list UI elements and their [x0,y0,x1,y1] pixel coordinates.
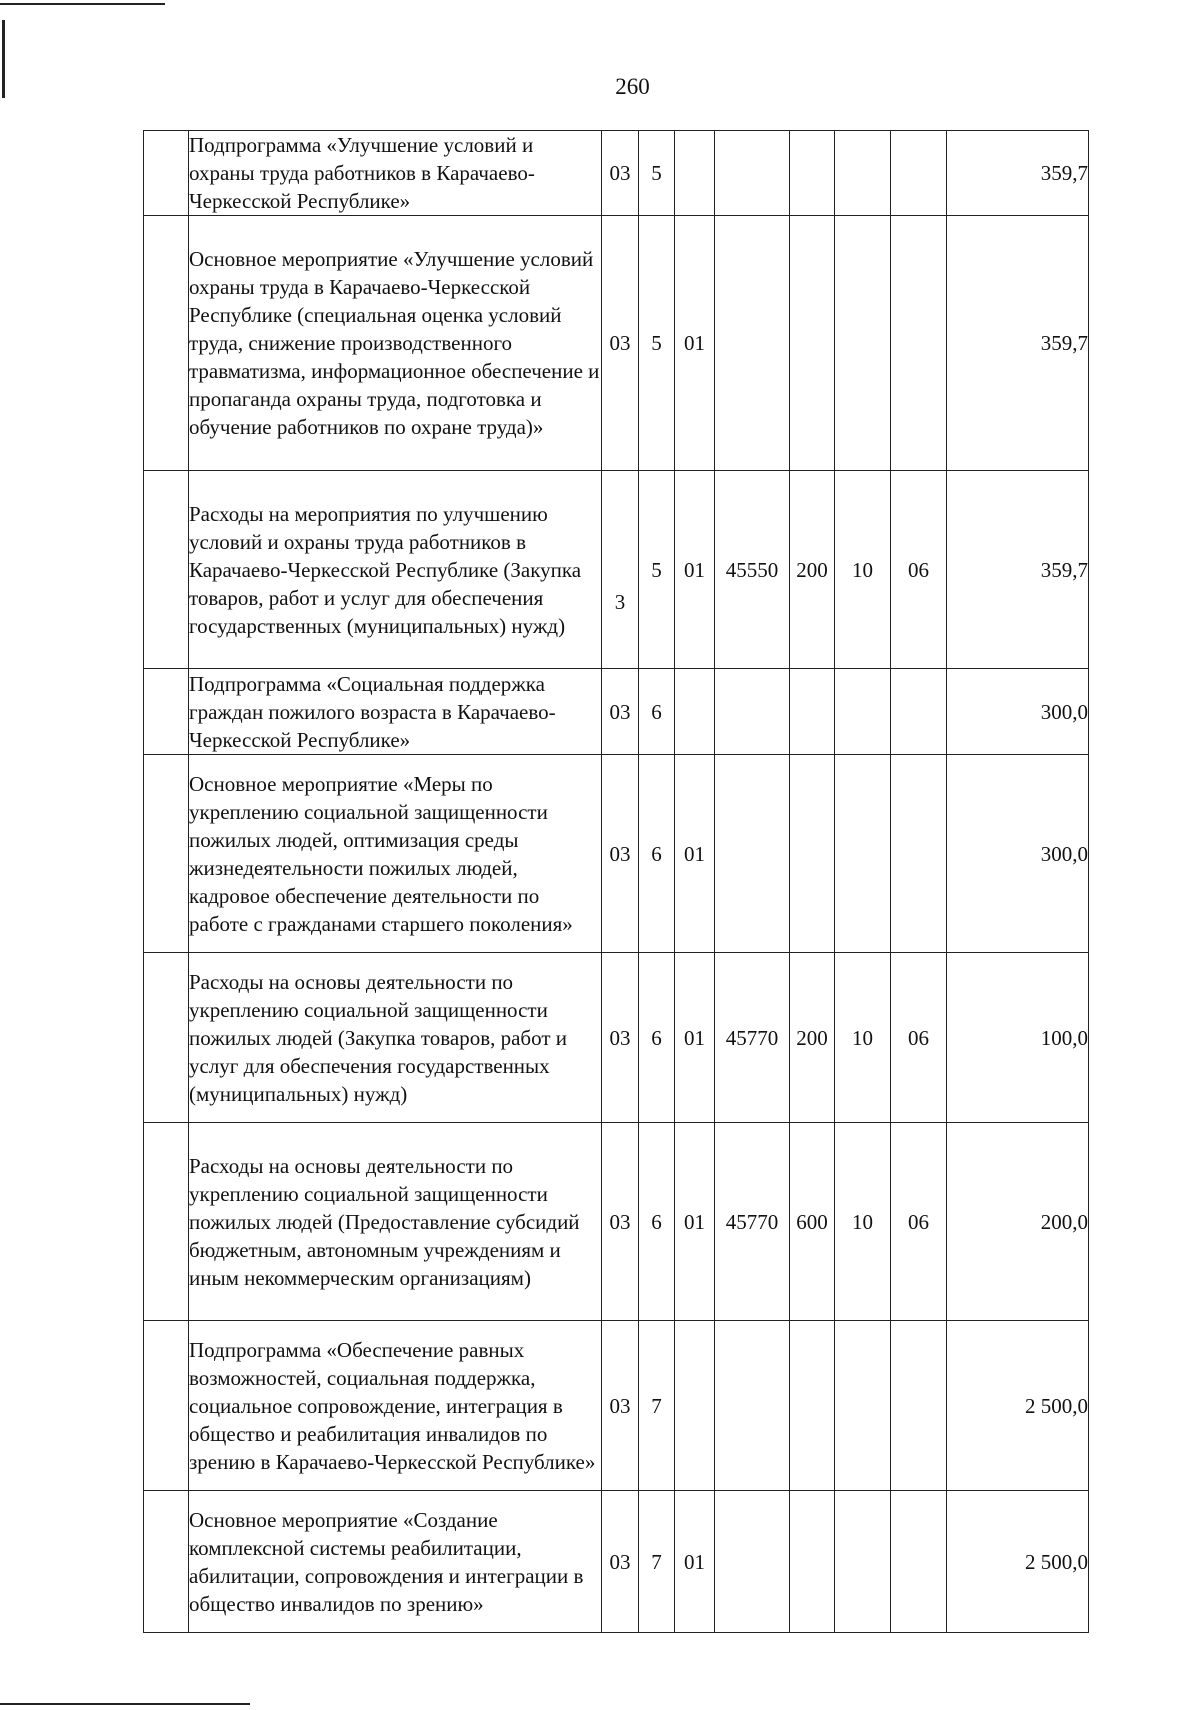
code-cell: 10 [835,471,891,669]
blank-cell [144,953,189,1123]
row-name: Расходы на основы деятельности по укреплению социальной защищенности пожилых людей (Предоставление субсидий бюджетным, автономным учреждениям и иным некоммерческим организациям) [189,1123,602,1321]
row-name: Расходы на основы деятельности по укреплению социальной защищенности пожилых людей (Закупка товаров, работ и услуг для обеспечения государственных (муниципальных) нужд) [189,953,602,1123]
sum-cell: 359,7 [947,216,1089,471]
code-cell [891,131,947,216]
code-cell: 7 [639,1491,675,1633]
code-cell [891,1491,947,1633]
blank-cell [144,1491,189,1633]
code-cell [715,1321,790,1491]
sum-cell: 300,0 [947,669,1089,755]
table-row [144,953,1089,1123]
table-row [144,669,1089,755]
code-cell [835,216,891,471]
code-cell: 6 [639,669,675,755]
code-cell: 03 [602,1321,639,1491]
code-cell [675,131,715,216]
code-cell: 45550 [715,471,790,669]
code-cell: 06 [891,471,947,669]
sum-cell: 359,7 [947,471,1089,669]
code-cell [891,216,947,471]
code-cell: 6 [639,953,675,1123]
code-cell [675,669,715,755]
sum-cell: 100,0 [947,953,1089,1123]
scan-edge-top [0,3,165,5]
code-cell [891,1321,947,1491]
code-cell: 03 [602,131,639,216]
code-cell: 03 [602,216,639,471]
sum-cell: 300,0 [947,755,1089,953]
code-cell [835,131,891,216]
code-cell [715,669,790,755]
code-cell: 03 [602,953,639,1123]
code-cell: 45770 [715,1123,790,1321]
code-cell: 01 [675,953,715,1123]
code-cell [790,131,835,216]
code-cell [835,669,891,755]
row-name: Подпрограмма «Улучшение условий и охраны труда работников в Карачаево-Черкесской Республике» [189,131,602,216]
code-cell [790,755,835,953]
code-cell [715,1491,790,1633]
table-row [144,755,1089,953]
sum-cell: 2 500,0 [947,1491,1089,1633]
code-cell: 01 [675,471,715,669]
table-row [144,131,1089,216]
code-cell [715,216,790,471]
code-cell [835,755,891,953]
row-name: Основное мероприятие «Меры по укреплению социальной защищенности пожилых людей, оптимизация среды жизнедеятельности пожилых людей, кадровое обеспечение деятельности по работе с гражданами старшего поколения» [189,755,602,953]
table-row [144,216,1089,471]
code-cell: 5 [639,216,675,471]
scan-edge-bottom [0,1703,250,1705]
code-cell: 200 [790,471,835,669]
sum-cell: 2 500,0 [947,1321,1089,1491]
table-row [144,471,1089,669]
code-cell [891,755,947,953]
row-name: Основное мероприятие «Улучшение условий охраны труда в Карачаево-Черкесской Республике (специальная оценка условий труда, снижение производственного травматизма, информационное обеспечение и пропаганда охраны труда, подготовка и обучение работников по охране труда)» [189,216,602,471]
code-cell: 01 [675,216,715,471]
code-cell: 06 [891,1123,947,1321]
blank-cell [144,755,189,953]
blank-cell [144,1123,189,1321]
code-cell: 01 [675,1491,715,1633]
code-cell [790,216,835,471]
code-cell: 03 [602,755,639,953]
table-row [144,1321,1089,1491]
table-row [144,1123,1089,1321]
code-cell [675,1321,715,1491]
code-cell [790,1491,835,1633]
blank-cell [144,216,189,471]
code-cell: 03 [602,669,639,755]
row-name: Подпрограмма «Социальная поддержка граждан пожилого возраста в Карачаево-Черкесской Республике» [189,669,602,755]
table-row [144,1491,1089,1633]
code-cell [891,669,947,755]
blank-cell [144,471,189,669]
code-cell: 06 [891,953,947,1123]
code-cell: 03 [602,1123,639,1321]
code-cell: 03 [602,1491,639,1633]
code-cell: 10 [835,953,891,1123]
code-cell: 01 [675,755,715,953]
code-cell [790,669,835,755]
code-cell: 6 [639,755,675,953]
code-cell: 45770 [715,953,790,1123]
code-cell: 5 [639,131,675,216]
code-cell: 7 [639,1321,675,1491]
budget-table [143,130,1089,1633]
row-name: Основное мероприятие «Создание комплексной системы реабилитации, абилитации, сопровождения и интеграции в общество инвалидов по зрению» [189,1491,602,1633]
code-cell: 5 [639,471,675,669]
code-cell: 6 [639,1123,675,1321]
row-name: Подпрограмма «Обеспечение равных возможностей, социальная поддержка, социальное сопровождение, интеграция в общество и реабилитация инвалидов по зрению в Карачаево-Черкесской Республике» [189,1321,602,1491]
blank-cell [144,669,189,755]
code-cell: 200 [790,953,835,1123]
blank-cell [144,1321,189,1491]
code-cell [715,755,790,953]
code-cell [835,1491,891,1633]
code-cell [790,1321,835,1491]
code-cell: 600 [790,1123,835,1321]
sum-cell: 200,0 [947,1123,1089,1321]
code-cell: 10 [835,1123,891,1321]
blank-cell [144,131,189,216]
code-cell: 3 [602,471,639,669]
code-cell [835,1321,891,1491]
code-cell [715,131,790,216]
page-number: 260 [615,74,650,99]
code-cell: 01 [675,1123,715,1321]
sum-cell: 359,7 [947,131,1089,216]
row-name: Расходы на мероприятия по улучшению условий и охраны труда работников в Карачаево-Черкесской Республике (Закупка товаров, работ и услуг для обеспечения государственных (муниципальных) нужд) [189,471,602,669]
